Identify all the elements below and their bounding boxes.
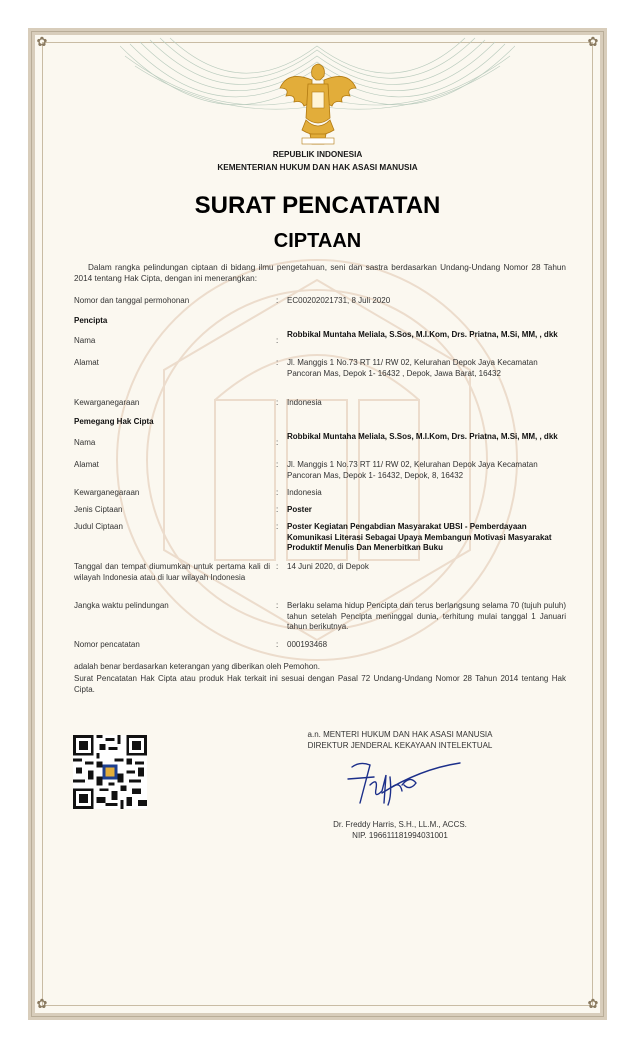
field-label: Alamat — [74, 358, 99, 367]
field-label: Alamat — [74, 460, 99, 469]
field-label: Tanggal dan tempat diumumkan untuk pertama kali di wilayah Indonesia atau di luar wilayah Indonesia — [74, 562, 270, 582]
field-value: Indonesia — [287, 398, 322, 407]
field-colon: : — [276, 522, 279, 531]
field-value: Berlaku selama hidup Pencipta dan terus berlangsung selama 70 (tujuh puluh) tahun setelah Pencipta meninggal dunia, terhitung mulai tanggal 1 Januari tahun berikutnya. — [287, 601, 566, 631]
field-value: 000193468 — [287, 640, 328, 649]
field-value: 14 Juni 2020, di Depok — [287, 562, 369, 571]
field-label: Nama — [74, 336, 96, 345]
signature-on-behalf: a.n. MENTERI HUKUM DAN HAK ASASI MANUSIA — [307, 730, 493, 739]
closing-line-2: Surat Pencatatan Hak Cipta atau produk Hak terkait ini sesuai dengan Pasal 72 Undang-Undang Nomor 28 Tahun 2014 tentang Hak Cipta. — [74, 674, 566, 694]
handwritten-signature — [330, 755, 470, 815]
field-label: Kewarganegaraan — [74, 488, 140, 497]
field-colon: : — [276, 601, 279, 610]
field-label: Nama — [74, 438, 96, 447]
section-pemegang: Pemegang Hak Cipta — [74, 417, 154, 426]
field-colon: : — [276, 460, 279, 469]
field-colon: : — [276, 336, 279, 345]
field-colon: : — [276, 358, 279, 367]
field-value: Jl. Manggis 1 No.73 RT 11/ RW 02, Kelurahan Depok Jaya Kecamatan Pancoran Mas, Depok 1- 16432 , Depok, Jawa Barat, 16432 — [287, 358, 538, 378]
intro-paragraph: Dalam rangka pelindungan ciptaan di bidang ilmu pengetahuan, seni dan sastra berdasarkan Undang-Undang Nomor 28 Tahun 2014 tentang Hak Cipta, dengan ini menerangkan: — [74, 263, 566, 283]
document-subtitle: CIPTAAN — [273, 230, 362, 252]
field-value: Jl. Manggis 1 No.73 RT 11/ RW 02, Kelurahan Depok Jaya Kecamatan Pancoran Mas, Depok 1- 16432, Depok, 8, 16432 — [287, 460, 538, 480]
field-colon: : — [276, 296, 279, 305]
field-value: Poster Kegiatan Pengabdian Masyarakat UBSI - Pemberdayaan Komunikasi Literasi Sebagai Upaya Membangun Motivasi Masyarakat Produktif Menulis Dan Menerbitkan Buku — [287, 522, 552, 552]
field-colon: : — [276, 438, 279, 447]
field-label: Kewarganegaraan — [74, 398, 140, 407]
field-value: Robbikal Muntaha Meliala, S.Sos, M.I.Kom, Drs. Priatna, M.Si, MM, , dkk — [287, 330, 558, 339]
field-colon: : — [276, 640, 279, 649]
field-label: Jenis Ciptaan — [74, 505, 123, 514]
field-colon: : — [276, 398, 279, 407]
section-pencipta: Pencipta — [74, 316, 108, 325]
field-label: Nomor pencatatan — [74, 640, 140, 649]
field-colon: : — [276, 488, 279, 497]
document-title: SURAT PENCATATAN — [194, 192, 441, 219]
field-label: Judul Ciptaan — [74, 522, 123, 531]
closing-line-1: adalah benar berdasarkan keterangan yang diberikan oleh Pemohon. — [74, 662, 320, 671]
field-value: Robbikal Muntaha Meliala, S.Sos, M.I.Kom, Drs. Priatna, M.Si, MM, , dkk — [287, 432, 558, 441]
field-value: Indonesia — [287, 488, 322, 497]
field-colon: : — [276, 562, 279, 571]
field-colon: : — [276, 505, 279, 514]
field-label: Nomor dan tanggal permohonan — [74, 296, 190, 305]
corner-ornament-icon: ✿ — [587, 996, 599, 1011]
corner-ornament-icon: ✿ — [36, 34, 48, 49]
garuda-emblem-icon — [276, 58, 360, 146]
corner-ornament-icon: ✿ — [587, 34, 599, 49]
corner-ornament-icon: ✿ — [36, 996, 48, 1011]
field-label: Jangka waktu pelindungan — [74, 601, 169, 610]
ministry-heading: KEMENTERIAN HUKUM DAN HAK ASASI MANUSIA — [217, 163, 418, 172]
signatory-nip: NIP. 196611181994031001 — [352, 831, 448, 840]
country-heading: REPUBLIK INDONESIA — [272, 150, 363, 159]
field-value: Poster — [287, 505, 312, 514]
qr-code-icon — [73, 735, 147, 809]
signature-position: DIREKTUR JENDERAL KEKAYAAN INTELEKTUAL — [307, 741, 493, 750]
field-value: EC00202021731, 8 Juli 2020 — [287, 296, 391, 305]
signatory-name: Dr. Freddy Harris, S.H., LL.M., ACCS. — [333, 820, 467, 829]
